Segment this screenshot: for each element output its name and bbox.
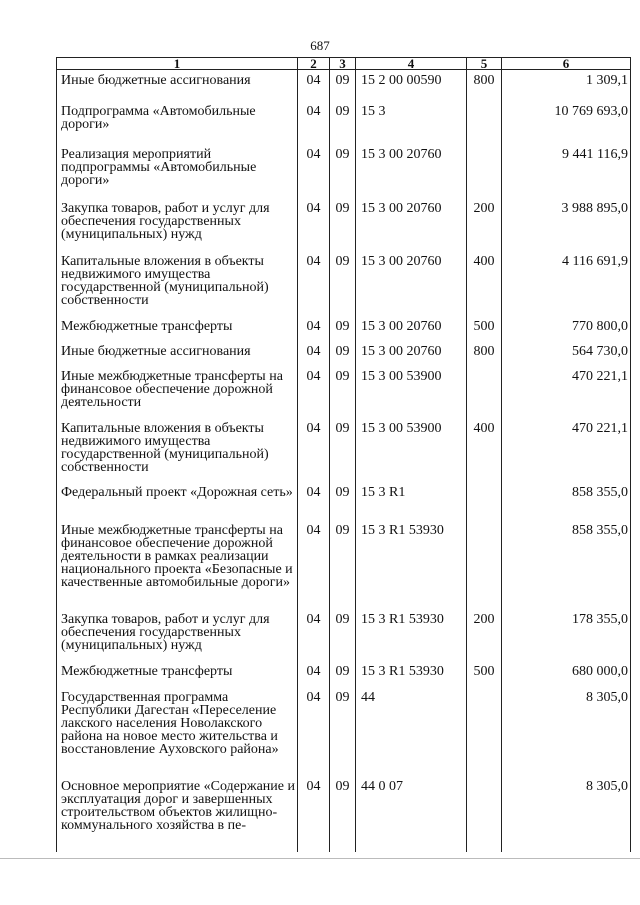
row-expense-type: 200 bbox=[467, 198, 502, 251]
row-amount: 470 221,1 bbox=[502, 418, 631, 482]
row-expense-type: 800 bbox=[467, 70, 502, 101]
row-amount: 858 355,0 bbox=[502, 520, 631, 609]
row-subsection: 09 bbox=[330, 687, 356, 776]
row-section: 04 bbox=[298, 70, 330, 101]
row-subsection: 09 bbox=[330, 776, 356, 852]
row-subsection: 09 bbox=[330, 661, 356, 687]
row-section: 04 bbox=[298, 366, 330, 418]
table-row bbox=[57, 251, 631, 316]
table-row bbox=[57, 341, 631, 366]
row-expense-type bbox=[467, 520, 502, 609]
header-row bbox=[57, 58, 631, 70]
row-section: 04 bbox=[298, 418, 330, 482]
header-col-3: 3 bbox=[330, 58, 356, 70]
row-subsection: 09 bbox=[330, 316, 356, 341]
budget-table bbox=[56, 57, 631, 852]
row-section: 04 bbox=[298, 144, 330, 198]
row-section: 04 bbox=[298, 609, 330, 661]
table-row bbox=[57, 70, 631, 101]
row-name: Капитальные вложения в объекты недвижимого имущества государственной (муниципальной) собственности bbox=[57, 251, 298, 316]
row-amount: 8 305,0 bbox=[502, 687, 631, 776]
row-target-code: 15 3 R1 53930 bbox=[356, 609, 467, 661]
row-expense-type: 200 bbox=[467, 609, 502, 661]
row-subsection: 09 bbox=[330, 198, 356, 251]
row-subsection: 09 bbox=[330, 144, 356, 198]
row-expense-type bbox=[467, 776, 502, 852]
row-expense-type bbox=[467, 144, 502, 198]
header-col-1: 1 bbox=[57, 58, 298, 70]
row-name: Иные бюджетные ассигнования bbox=[57, 341, 298, 366]
row-name: Иные бюджетные ассигнования bbox=[57, 70, 298, 101]
row-target-code: 44 0 07 bbox=[356, 776, 467, 852]
row-amount: 470 221,1 bbox=[502, 366, 631, 418]
row-target-code: 15 3 00 53900 bbox=[356, 366, 467, 418]
row-amount: 8 305,0 bbox=[502, 776, 631, 852]
row-expense-type: 400 bbox=[467, 418, 502, 482]
header-col-5: 5 bbox=[467, 58, 502, 70]
table-row bbox=[57, 366, 631, 418]
row-section: 04 bbox=[298, 316, 330, 341]
row-target-code: 15 3 00 20760 bbox=[356, 341, 467, 366]
row-name: Закупка товаров, работ и услуг для обеспечения государственных (муниципальных) нужд bbox=[57, 609, 298, 661]
table-row bbox=[57, 687, 631, 776]
row-amount: 9 441 116,9 bbox=[502, 144, 631, 198]
table-row bbox=[57, 661, 631, 687]
row-name: Межбюджетные трансферты bbox=[57, 661, 298, 687]
row-target-code: 15 2 00 00590 bbox=[356, 70, 467, 101]
header-col-4: 4 bbox=[356, 58, 467, 70]
row-name: Закупка товаров, работ и услуг для обеспечения государственных (муниципальных) нужд bbox=[57, 198, 298, 251]
row-amount: 680 000,0 bbox=[502, 661, 631, 687]
row-target-code: 15 3 R1 53930 bbox=[356, 661, 467, 687]
row-name: Капитальные вложения в объекты недвижимого имущества государственной (муниципальной) собственности bbox=[57, 418, 298, 482]
row-subsection: 09 bbox=[330, 251, 356, 316]
row-section: 04 bbox=[298, 341, 330, 366]
row-name: Подпрограмма «Автомобильные дороги» bbox=[57, 101, 298, 144]
row-name: Межбюджетные трансферты bbox=[57, 316, 298, 341]
row-name: Иные межбюджетные трансферты на финансовое обеспечение дорожной деятельности в рамках реализации национального проекта «Безопасные и качественные автомобильные дороги» bbox=[57, 520, 298, 609]
row-section: 04 bbox=[298, 776, 330, 852]
row-amount: 770 800,0 bbox=[502, 316, 631, 341]
row-expense-type: 800 bbox=[467, 341, 502, 366]
page-bottom-rule bbox=[0, 858, 640, 859]
row-target-code: 15 3 00 20760 bbox=[356, 251, 467, 316]
row-name: Реализация мероприятий подпрограммы «Автомобильные дороги» bbox=[57, 144, 298, 198]
row-section: 04 bbox=[298, 101, 330, 144]
row-amount: 178 355,0 bbox=[502, 609, 631, 661]
row-name: Основное мероприятие «Содержание и эксплуатация дорог и завершенных строительством объектов жилищно-коммунального хозяйства в пе- bbox=[57, 776, 298, 852]
table-row bbox=[57, 144, 631, 198]
row-section: 04 bbox=[298, 687, 330, 776]
table-row bbox=[57, 198, 631, 251]
row-amount: 1 309,1 bbox=[502, 70, 631, 101]
row-name: Государственная программа Республики Дагестан «Переселение лакского населения Новолакского района на новое место жительства и восстановление Ауховского района» bbox=[57, 687, 298, 776]
row-expense-type bbox=[467, 687, 502, 776]
table-row bbox=[57, 482, 631, 520]
row-target-code: 15 3 00 20760 bbox=[356, 144, 467, 198]
row-expense-type bbox=[467, 366, 502, 418]
row-expense-type: 400 bbox=[467, 251, 502, 316]
row-expense-type bbox=[467, 482, 502, 520]
header-col-6: 6 bbox=[502, 58, 631, 70]
row-expense-type: 500 bbox=[467, 316, 502, 341]
row-subsection: 09 bbox=[330, 341, 356, 366]
table-row bbox=[57, 776, 631, 852]
row-target-code: 15 3 00 20760 bbox=[356, 198, 467, 251]
row-section: 04 bbox=[298, 482, 330, 520]
row-target-code: 15 3 00 53900 bbox=[356, 418, 467, 482]
row-subsection: 09 bbox=[330, 101, 356, 144]
row-expense-type bbox=[467, 101, 502, 144]
table-row bbox=[57, 418, 631, 482]
table-row bbox=[57, 520, 631, 609]
row-amount: 564 730,0 bbox=[502, 341, 631, 366]
row-name: Федеральный проект «Дорожная сеть» bbox=[57, 482, 298, 520]
row-subsection: 09 bbox=[330, 366, 356, 418]
header-col-2: 2 bbox=[298, 58, 330, 70]
row-amount: 10 769 693,0 bbox=[502, 101, 631, 144]
row-target-code: 15 3 bbox=[356, 101, 467, 144]
row-section: 04 bbox=[298, 251, 330, 316]
table-header bbox=[57, 58, 631, 70]
table-row bbox=[57, 316, 631, 341]
page-number: 687 bbox=[310, 38, 330, 53]
row-target-code: 15 3 00 20760 bbox=[356, 316, 467, 341]
row-amount: 858 355,0 bbox=[502, 482, 631, 520]
row-target-code: 15 3 R1 bbox=[356, 482, 467, 520]
row-subsection: 09 bbox=[330, 609, 356, 661]
row-subsection: 09 bbox=[330, 482, 356, 520]
row-section: 04 bbox=[298, 661, 330, 687]
row-section: 04 bbox=[298, 520, 330, 609]
row-target-code: 15 3 R1 53930 bbox=[356, 520, 467, 609]
row-subsection: 09 bbox=[330, 418, 356, 482]
row-amount: 4 116 691,9 bbox=[502, 251, 631, 316]
row-target-code: 44 bbox=[356, 687, 467, 776]
row-subsection: 09 bbox=[330, 70, 356, 101]
row-amount: 3 988 895,0 bbox=[502, 198, 631, 251]
table-row bbox=[57, 101, 631, 144]
row-subsection: 09 bbox=[330, 520, 356, 609]
row-expense-type: 500 bbox=[467, 661, 502, 687]
row-name: Иные межбюджетные трансферты на финансовое обеспечение дорожной деятельности bbox=[57, 366, 298, 418]
table-row bbox=[57, 609, 631, 661]
row-section: 04 bbox=[298, 198, 330, 251]
